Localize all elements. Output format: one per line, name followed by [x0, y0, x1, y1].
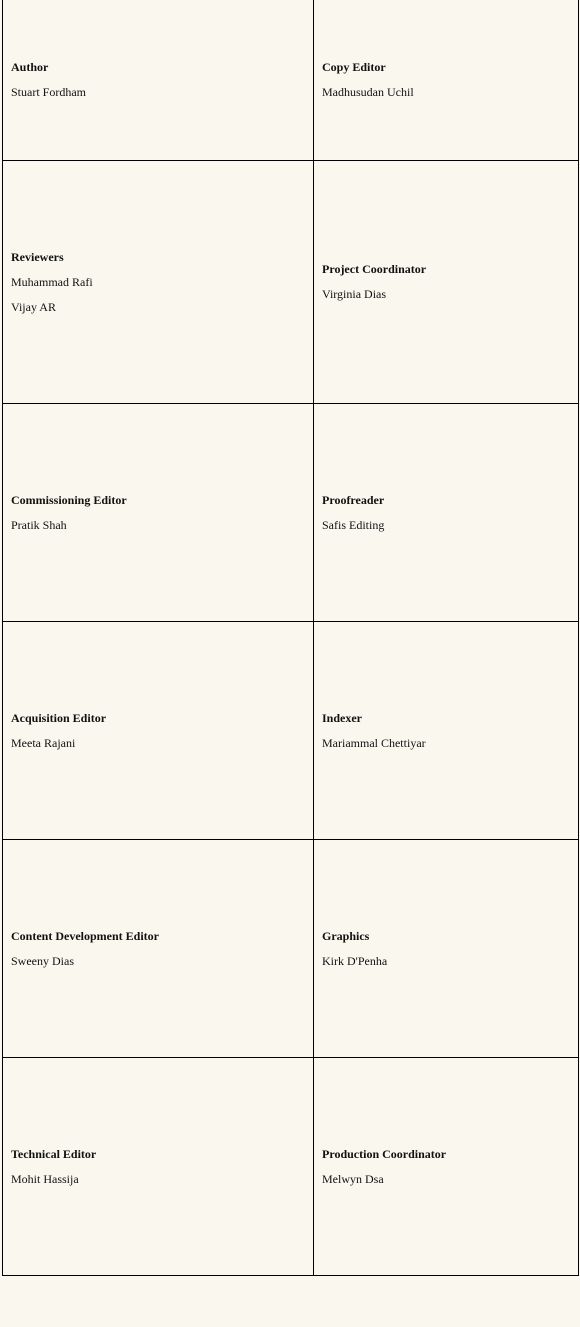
person-name: Kirk D'Penha: [322, 953, 388, 968]
role-label: Acquisition Editor: [11, 710, 107, 725]
person-name: Pratik Shah: [11, 517, 67, 532]
table-row: [3, 161, 579, 404]
person-name: Mariammal Chettiyar: [322, 735, 426, 750]
role-label: Reviewers: [11, 249, 64, 264]
credit-cell-technical-editor: [3, 1058, 314, 1276]
credit-cell-production-coordinator: [314, 1058, 579, 1276]
person-name: Virginia Dias: [322, 287, 387, 301]
person-name: Melwyn Dsa: [322, 1171, 384, 1186]
person-name: Muhammad Rafi: [11, 274, 93, 289]
credit-cell-copy-editor: [314, 0, 579, 161]
credit-cell-proofreader: [314, 404, 579, 622]
person-name: Safis Editing: [322, 517, 385, 532]
role-label: Author: [11, 60, 49, 74]
role-label: Project Coordinator: [322, 262, 427, 276]
role-label: Copy Editor: [322, 60, 386, 74]
role-label: Production Coordinator: [322, 1146, 447, 1161]
table-row: [3, 622, 579, 840]
person-name: Mohit Hassija: [11, 1171, 79, 1186]
person-name: Meeta Rajani: [11, 735, 76, 750]
credit-cell-graphics: [314, 840, 579, 1058]
role-label: Commissioning Editor: [11, 492, 127, 507]
role-label: Proofreader: [322, 492, 385, 507]
table-row: [3, 0, 579, 161]
table-row: [3, 1058, 579, 1276]
credit-cell-content-development-editor: [3, 840, 314, 1058]
role-label: Technical Editor: [11, 1146, 97, 1161]
role-label: Graphics: [322, 928, 370, 943]
role-label: Content Development Editor: [11, 928, 159, 943]
credit-cell-reviewers: [3, 161, 314, 404]
table-row: [3, 840, 579, 1058]
credit-cell-commissioning-editor: [3, 404, 314, 622]
credit-cell-project-coordinator: [314, 161, 579, 404]
credits-table: [2, 0, 579, 1276]
person-name: Sweeny Dias: [11, 953, 74, 968]
person-name: Vijay AR: [11, 299, 56, 314]
table-row: [3, 404, 579, 622]
person-name: Stuart Fordham: [11, 85, 86, 99]
credit-cell-indexer: [314, 622, 579, 840]
role-label: Indexer: [322, 710, 362, 725]
credit-cell-author: [3, 0, 314, 161]
person-name: Madhusudan Uchil: [322, 85, 414, 99]
credit-cell-acquisition-editor: [3, 622, 314, 840]
